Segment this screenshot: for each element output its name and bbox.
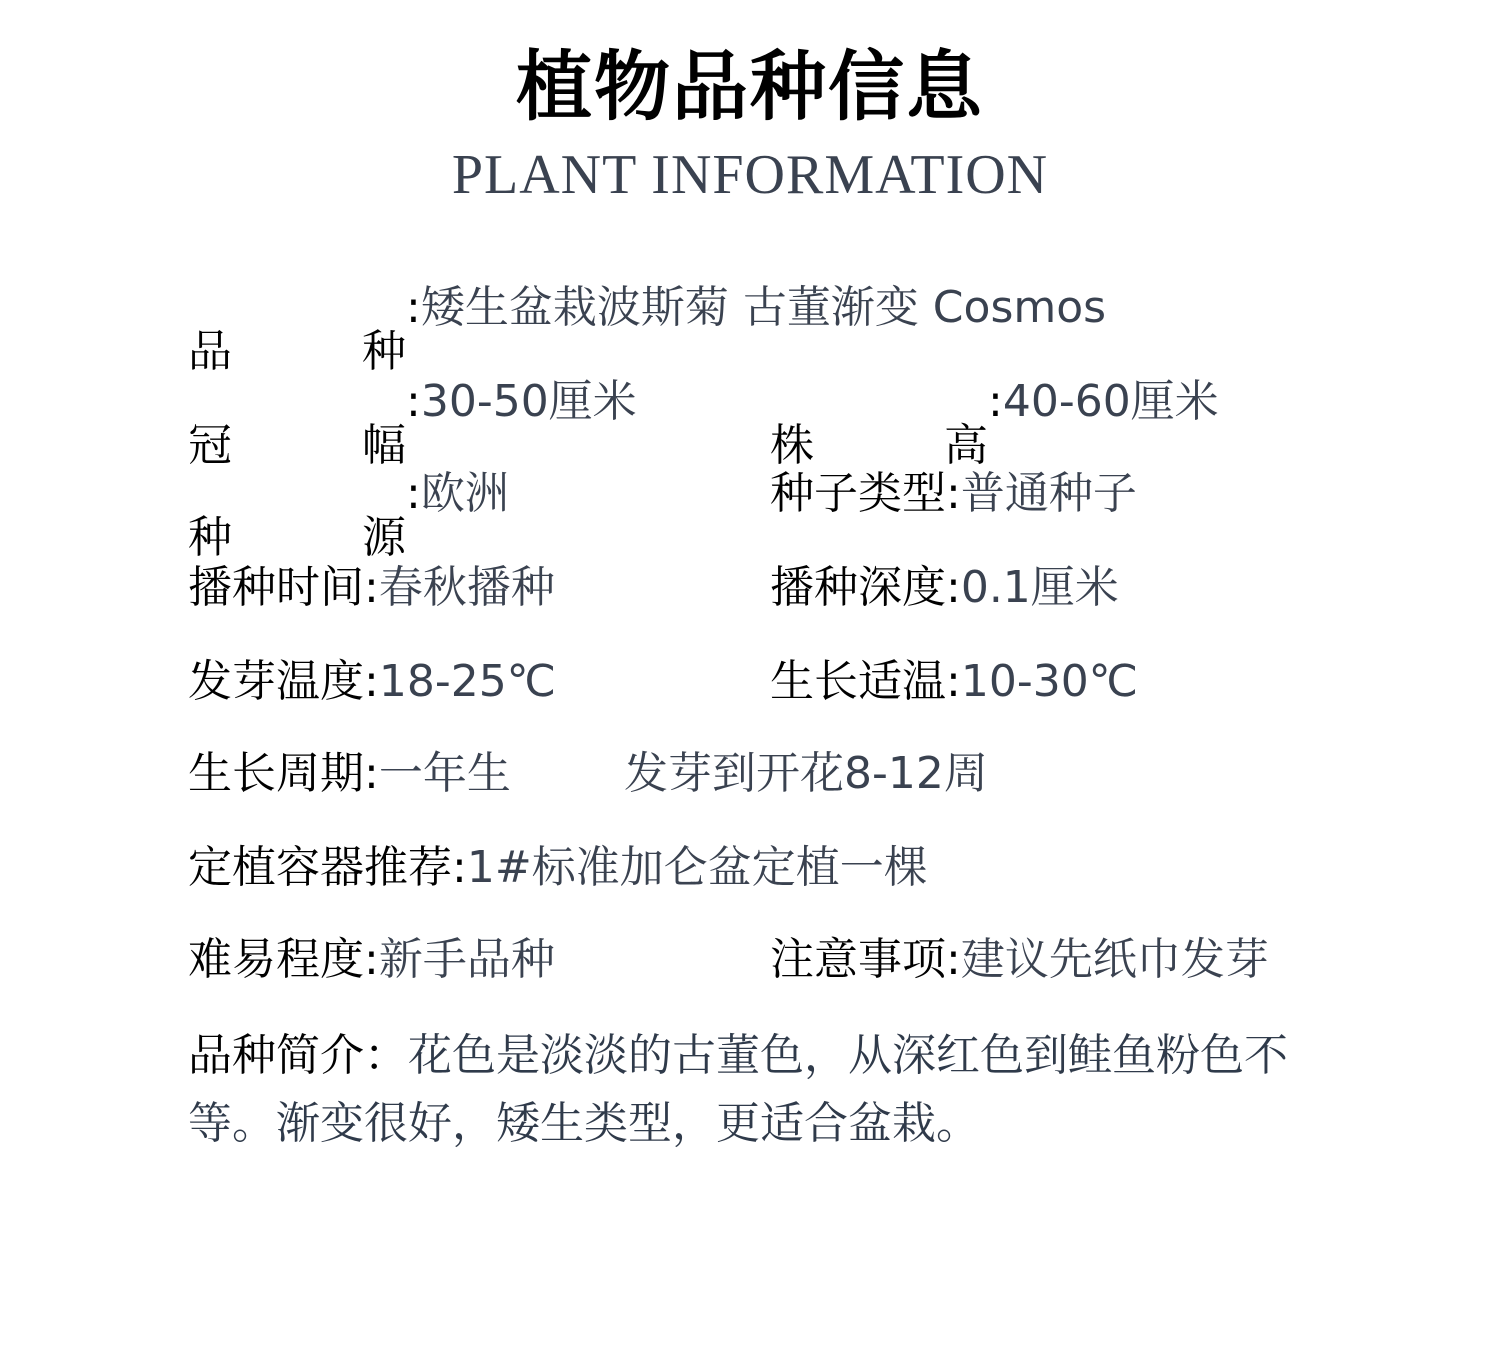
sow-time-value: 春秋播种: [378, 562, 555, 613]
field-sow-depth: [770, 558, 1119, 618]
field-seed-type: [770, 464, 1137, 524]
field-cycle-bloom: [624, 744, 988, 804]
origin-value: 欧洲: [420, 468, 509, 519]
seed-type-label: 种子类型: [770, 468, 946, 519]
origin-colon: :: [406, 468, 421, 519]
germ-temp-label: 发芽温度: [188, 656, 364, 707]
seed-type-colon: :: [946, 468, 961, 519]
field-difficulty: [188, 930, 555, 990]
germ-temp-value: 18-25℃: [378, 656, 557, 707]
field-cycle: [188, 744, 511, 804]
page-title: 植物品种信息: [516, 42, 984, 131]
notes-value: 建议先纸巾发芽: [960, 934, 1269, 985]
intro-colon: ：: [364, 1030, 408, 1081]
sow-depth-label: 播种深度: [770, 562, 946, 613]
field-container: [188, 838, 928, 898]
sow-depth-value: 0.1厘米: [960, 562, 1119, 613]
height-value: 40-60厘米: [1002, 376, 1219, 427]
field-grow-temp: [770, 652, 1138, 712]
sow-time-colon: :: [364, 562, 379, 613]
variety-label-char-2: 种: [362, 326, 406, 377]
notes-label: 注意事项: [770, 934, 946, 985]
container-colon: :: [452, 842, 467, 893]
variety-label-char-1: 品: [188, 326, 232, 377]
grow-temp-colon: :: [946, 656, 961, 707]
container-value: 1#标准加仑盆定植一棵: [466, 842, 928, 893]
variety-colon: :: [406, 282, 421, 333]
crown-colon: :: [406, 376, 421, 427]
intro-value: 花色是淡淡的古董色，从深红色到鲑鱼粉色不等。渐变很好，矮生类型，更适合盆栽。: [188, 1030, 1288, 1149]
difficulty-label: 难易程度: [188, 934, 364, 985]
field-variety: [188, 278, 1107, 377]
height-label-char-2: 高: [944, 420, 988, 471]
cycle-colon: :: [364, 748, 379, 799]
height-colon: :: [988, 376, 1003, 427]
sow-depth-colon: :: [946, 562, 961, 613]
germ-temp-colon: :: [364, 656, 379, 707]
field-height: [770, 372, 1219, 471]
origin-label-char-2: 源: [362, 512, 406, 563]
cycle-bloom-value: 发芽到开花8-12周: [624, 748, 988, 799]
cycle-label: 生长周期: [188, 748, 364, 799]
grow-temp-value: 10-30℃: [960, 656, 1139, 707]
cycle-value: 一年生: [378, 748, 511, 799]
field-origin: [188, 464, 509, 563]
intro-label: 品种简介: [188, 1030, 364, 1081]
crown-value: 30-50厘米: [420, 376, 637, 427]
difficulty-colon: :: [364, 934, 379, 985]
field-notes: [770, 930, 1269, 990]
origin-label-char-1: 种: [188, 512, 232, 563]
grow-temp-label: 生长适温: [770, 656, 946, 707]
field-crown: [188, 372, 637, 471]
field-sow-time: [188, 558, 555, 618]
container-label: 定植容器推荐: [188, 842, 452, 893]
page-subtitle: PLANT INFORMATION: [451, 144, 1049, 206]
variety-value: 矮生盆栽波斯菊 古董渐变 Cosmos: [420, 282, 1107, 333]
crown-label-char-2: 幅: [362, 420, 406, 471]
sow-time-label: 播种时间: [188, 562, 364, 613]
variety-intro: [188, 1022, 1348, 1158]
seed-type-value: 普通种子: [960, 468, 1137, 519]
height-label-char-1: 株: [770, 420, 814, 471]
crown-label-char-1: 冠: [188, 420, 232, 471]
notes-colon: :: [946, 934, 961, 985]
field-germ-temp: [188, 652, 556, 712]
difficulty-value: 新手品种: [378, 934, 555, 985]
